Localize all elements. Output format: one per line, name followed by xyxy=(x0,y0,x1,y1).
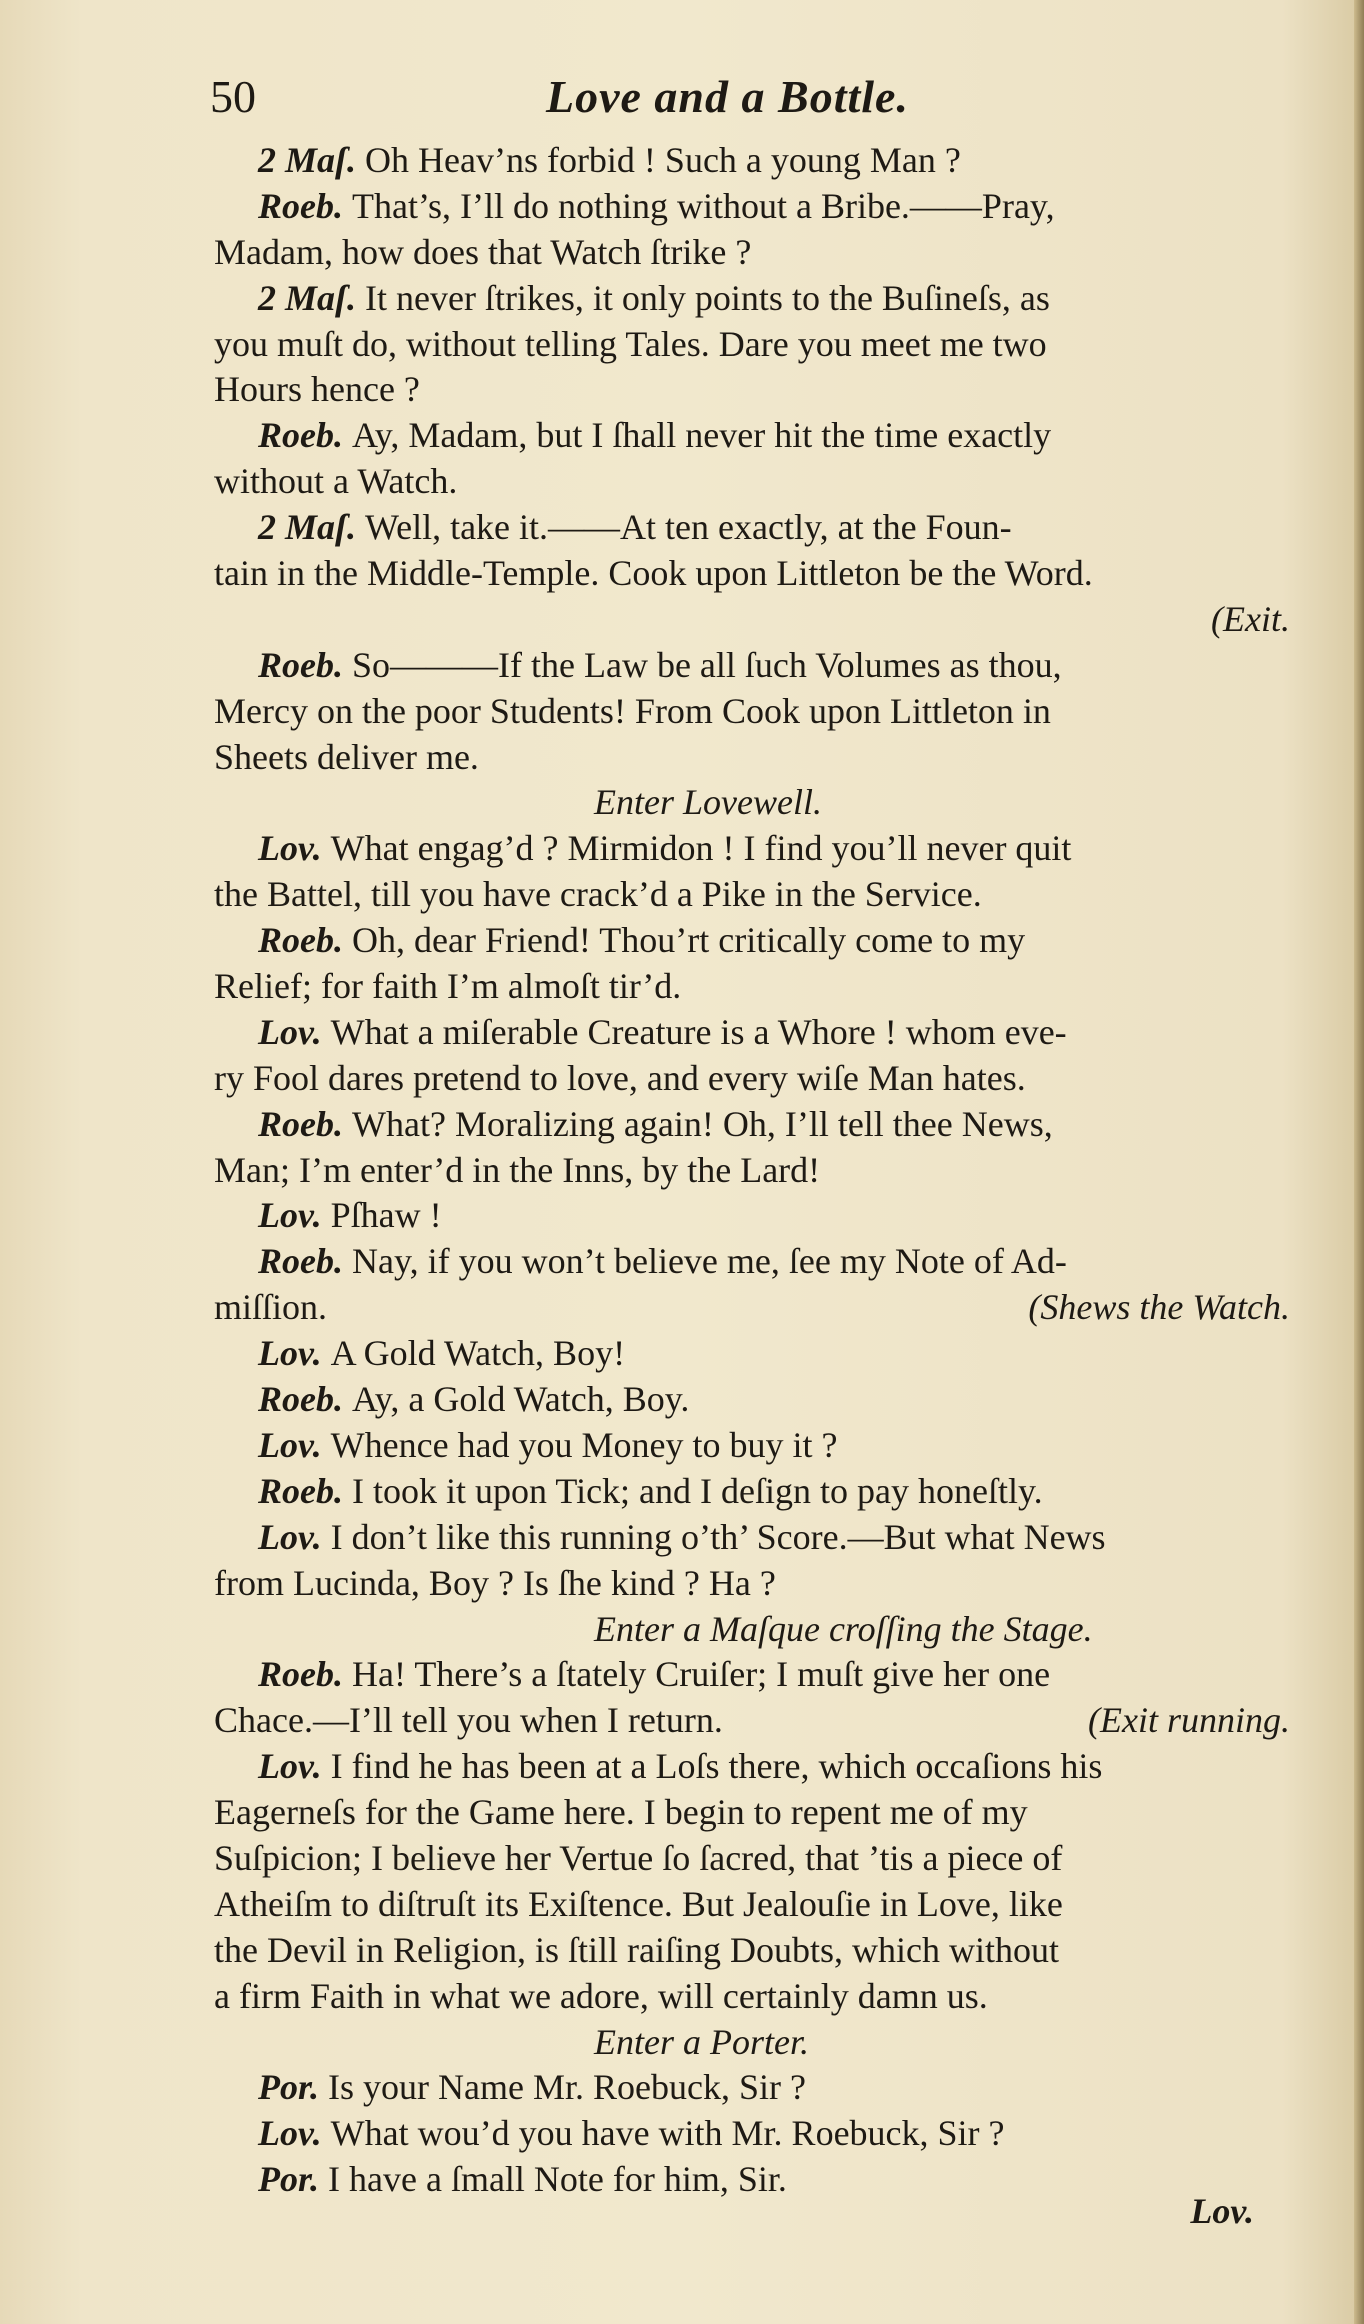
text-line xyxy=(214,1790,1290,1836)
dialogue-text: Sheets deliver me. xyxy=(214,736,479,777)
dialogue-text: Ha! There’s a ſtately Cruiſer; I muſt give her one xyxy=(352,1654,1051,1695)
speaker-name: Lov. xyxy=(258,1746,331,1787)
speaker-name: Roeb. xyxy=(258,415,352,456)
page-header xyxy=(210,70,1210,130)
dialogue-text: Whence had you Money to buy it ? xyxy=(330,1424,838,1465)
dialogue-text: Is your Name Mr. Roebuck, Sir ? xyxy=(328,2067,806,2108)
dialogue-text: Ay, Madam, but I ſhall never hit the time exactly xyxy=(352,415,1052,456)
text-line xyxy=(214,276,1290,322)
exit-direction: (Exit. xyxy=(1211,598,1290,639)
speaker-name: 2 Maſ. xyxy=(258,507,365,548)
dialogue-text: Pſhaw ! xyxy=(330,1195,442,1236)
text-line xyxy=(214,1974,1290,2020)
text-line xyxy=(214,1148,1290,1194)
dialogue-text: I don’t like this running o’th’ Score.—But what News xyxy=(330,1516,1106,1557)
text-line xyxy=(214,505,1290,551)
speaker-name: Lov. xyxy=(258,1424,331,1465)
speaker-name: Roeb. xyxy=(258,644,352,685)
text-line xyxy=(214,1285,1290,1331)
dialogue-text: Oh, dear Friend! Thou’rt critically come to my xyxy=(352,920,1026,961)
dialogue-text: the Battel, till you have crack’d a Pike in the Service. xyxy=(214,874,982,915)
dialogue-text: without a Watch. xyxy=(214,461,458,502)
text-line xyxy=(214,1056,1290,1102)
text-line xyxy=(214,322,1290,368)
dialogue-text: Ay, a Gold Watch, Boy. xyxy=(352,1379,690,1420)
text-line xyxy=(214,1698,1290,1744)
stage-direction: (Exit running. xyxy=(1088,1700,1290,1741)
speaker-name: Roeb. xyxy=(258,1654,352,1695)
speaker-name: Lov. xyxy=(258,1333,331,1374)
stage-direction: Enter a Maſque croſſing the Stage. xyxy=(594,1608,1093,1649)
dialogue-text: What a miſerable Creature is a Whore ! whom eve- xyxy=(330,1011,1067,1052)
dialogue-text: Man; I’m enter’d in the Inns, by the Lard! xyxy=(214,1149,821,1190)
text-line xyxy=(214,1744,1290,1790)
text-line xyxy=(214,230,1290,276)
stage-direction: Enter a Porter. xyxy=(594,2021,809,2062)
play-text xyxy=(214,138,1290,2203)
text-line xyxy=(214,367,1290,413)
text-line xyxy=(214,184,1290,230)
dialogue-text: What engag’d ? Mirmidon ! I find you’ll never quit xyxy=(330,828,1072,869)
dialogue-text: What? Moralizing again! Oh, I’ll tell thee News, xyxy=(352,1103,1053,1144)
catchword: Lov. xyxy=(1190,2191,1254,2231)
text-line xyxy=(214,735,1290,781)
text-line xyxy=(214,1882,1290,1928)
dialogue-text: Hours hence ? xyxy=(214,369,420,410)
dialogue-text: from Lucinda, Boy ? Is ſhe kind ? Ha ? xyxy=(214,1562,776,1603)
text-line xyxy=(214,1469,1290,1515)
text-line xyxy=(214,1515,1290,1561)
dialogue-text: I took it upon Tick; and I deſign to pay honeſtly. xyxy=(352,1470,1043,1511)
speaker-name: Roeb. xyxy=(258,1379,352,1420)
text-line xyxy=(214,2065,1290,2111)
text-line xyxy=(214,459,1290,505)
dialogue-text: Well, take it.——At ten exactly, at the Foun- xyxy=(365,507,1012,548)
speaker-name: Roeb. xyxy=(258,1470,352,1511)
text-line xyxy=(214,872,1290,918)
speaker-name: Lov. xyxy=(258,2113,331,2154)
text-line xyxy=(214,1377,1290,1423)
dialogue-text: Oh Heav’ns forbid ! Such a young Man ? xyxy=(365,140,961,180)
speaker-name: 2 Maſ. xyxy=(258,277,365,318)
text-line xyxy=(214,1239,1290,1285)
text-line xyxy=(214,780,1290,826)
text-line xyxy=(214,1836,1290,1882)
dialogue-text: Eagerneſs for the Game here. I begin to repent me of my xyxy=(214,1792,1028,1833)
text-line xyxy=(214,918,1290,964)
speaker-name: Lov. xyxy=(258,1011,331,1052)
dialogue-text: So———If the Law be all ſuch Volumes as thou, xyxy=(352,644,1062,685)
speaker-name: Roeb. xyxy=(258,1103,352,1144)
dialogue-text: tain in the Middle-Temple. Cook upon Littleton be the Word. xyxy=(214,553,1093,594)
text-line xyxy=(214,2111,1290,2157)
speaker-name: Por. xyxy=(258,2067,329,2108)
dialogue-text: Nay, if you won’t believe me, ſee my Note of Ad- xyxy=(352,1241,1067,1282)
speaker-name: Lov. xyxy=(258,1516,331,1557)
dialogue-text: Chace.—I’ll tell you when I return. xyxy=(214,1700,723,1741)
text-line xyxy=(214,597,1290,643)
dialogue-text: Relief; for faith I’m almoſt tir’d. xyxy=(214,966,682,1007)
speaker-name: Roeb. xyxy=(258,185,352,226)
speaker-name: Por. xyxy=(258,2159,329,2200)
dialogue-text: What wou’d you have with Mr. Roebuck, Sir ? xyxy=(330,2113,1005,2154)
text-line xyxy=(214,1331,1290,1377)
speaker-name: Roeb. xyxy=(258,920,352,961)
speaker-name: 2 Maſ. xyxy=(258,140,365,180)
dialogue-text: you muſt do, without telling Tales. Dare you meet me two xyxy=(214,323,1047,364)
dialogue-text: ry Fool dares pretend to love, and every wiſe Man hates. xyxy=(214,1057,1026,1098)
speaker-name: Lov. xyxy=(258,1195,331,1236)
dialogue-text: the Devil in Religion, is ſtill raiſing Doubts, which without xyxy=(214,1929,1059,1970)
dialogue-text: miſſion. xyxy=(214,1287,328,1328)
dialogue-text: Madam, how does that Watch ſtrike ? xyxy=(214,231,752,272)
text-line xyxy=(214,1607,1290,1653)
text-line xyxy=(214,1652,1290,1698)
stage-direction: Enter Lovewell. xyxy=(594,782,822,823)
stage-direction: (Shews the Watch. xyxy=(1028,1287,1290,1328)
text-line xyxy=(214,1561,1290,1607)
text-line xyxy=(214,1102,1290,1148)
page-number: 50 xyxy=(210,71,256,122)
dialogue-text: I find he has been at a Loſs there, which occaſions his xyxy=(330,1746,1103,1787)
dialogue-text: Atheiſm to diſtruſt its Exiſtence. But Jealouſie in Love, like xyxy=(214,1883,1063,1924)
text-line xyxy=(214,643,1290,689)
dialogue-text: That’s, I’ll do nothing without a Bribe.——Pray, xyxy=(352,185,1055,226)
dialogue-text: a firm Faith in what we adore, will certainly damn us. xyxy=(214,1975,988,2016)
speaker-name: Lov. xyxy=(258,828,331,869)
dialogue-text: Suſpicion; I believe her Vertue ſo ſacred, that ’tis a piece of xyxy=(214,1837,1063,1878)
text-line xyxy=(214,1928,1290,1974)
text-line xyxy=(214,689,1290,735)
text-line xyxy=(214,413,1290,459)
text-line xyxy=(214,551,1290,597)
dialogue-text: Mercy on the poor Students! From Cook upon Littleton in xyxy=(214,690,1051,731)
text-line xyxy=(214,826,1290,872)
dialogue-text: It never ſtrikes, it only points to the Buſineſs, as xyxy=(365,277,1050,318)
running-title: Love and a Bottle. xyxy=(546,71,909,122)
speaker-name: Roeb. xyxy=(258,1241,352,1282)
text-line xyxy=(214,2157,1290,2203)
text-line xyxy=(214,1423,1290,1469)
text-line xyxy=(214,1010,1290,1056)
text-line xyxy=(214,138,1290,184)
dialogue-text: I have a ſmall Note for him, Sir. xyxy=(328,2159,787,2200)
text-line xyxy=(214,1193,1290,1239)
page-edge xyxy=(1354,0,1364,2324)
text-line xyxy=(214,2020,1290,2066)
dialogue-text: A Gold Watch, Boy! xyxy=(330,1333,626,1374)
text-line xyxy=(214,964,1290,1010)
